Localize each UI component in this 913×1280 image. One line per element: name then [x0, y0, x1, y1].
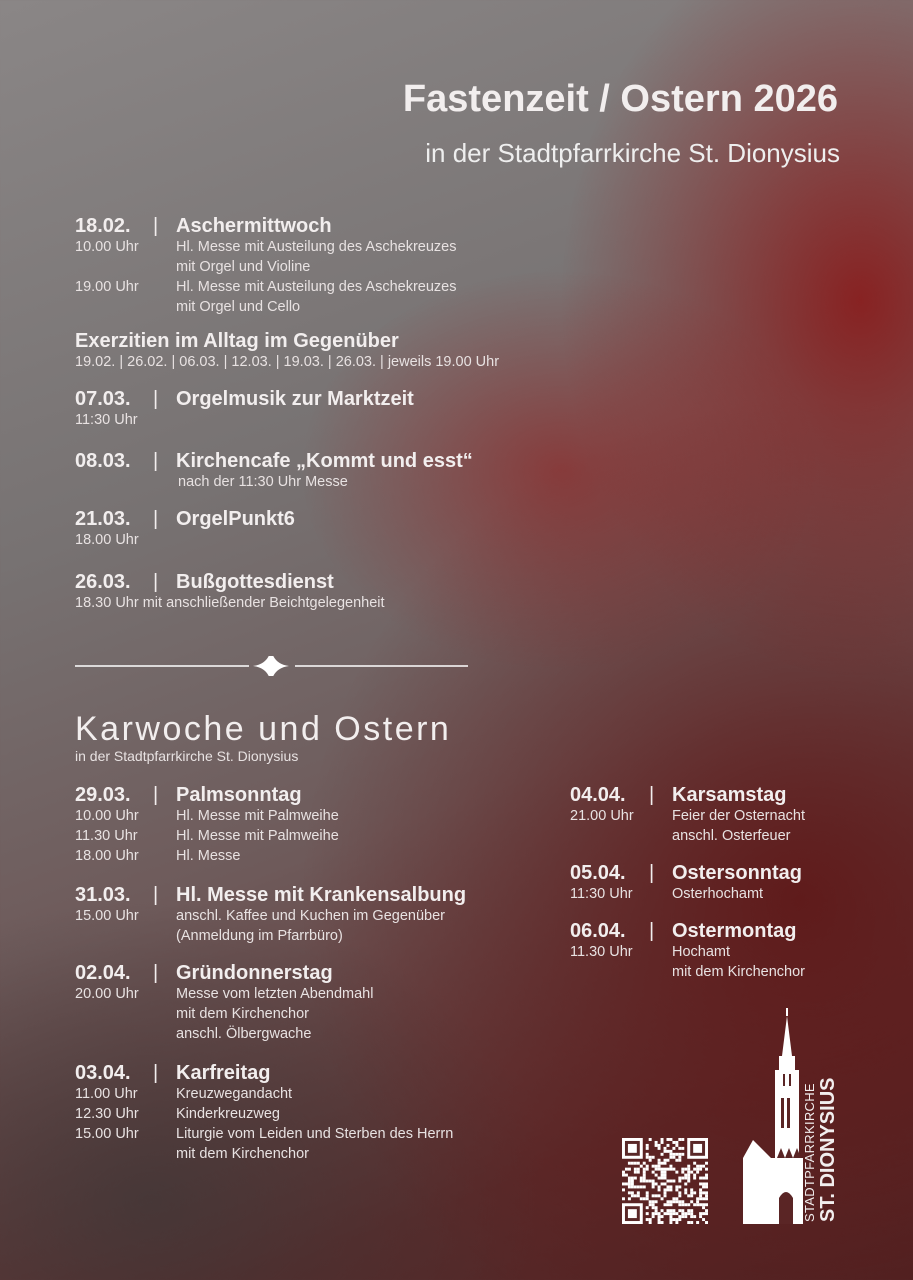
separator: | — [649, 784, 655, 806]
event-entry — [75, 962, 495, 1044]
event-description: Osterhochamt — [672, 886, 764, 902]
event-date: 21.03. — [75, 508, 131, 530]
event-title: Kirchencafe „Kommt und esst“ — [176, 450, 473, 472]
event-entry — [75, 571, 495, 613]
event-header — [75, 388, 495, 410]
event-description: Hl. Messe mit Palmweihe — [176, 828, 339, 844]
separator: | — [153, 784, 159, 806]
event-time: 10.00 Uhr — [75, 239, 139, 255]
event-time: 18.00 Uhr — [75, 532, 139, 548]
event-date: 08.03. — [75, 450, 131, 472]
event-description: Liturgie vom Leiden und Sterben des Herrn — [176, 1126, 454, 1142]
event-description: anschl. Ölbergwache — [176, 1026, 312, 1042]
event-title: Palmsonntag — [176, 784, 302, 806]
event-detail-line — [75, 984, 495, 1004]
event-entry — [75, 388, 495, 430]
event-detail-line — [75, 1084, 495, 1104]
separator: | — [153, 508, 159, 530]
event-title: Gründonnerstag — [176, 962, 333, 984]
event-detail-line — [570, 942, 913, 962]
logo-line-1: STADTPFARRKIRCHE — [802, 1083, 817, 1222]
event-detail-line — [75, 472, 495, 492]
event-detail-line — [75, 1124, 495, 1144]
event-description: mit dem Kirchenchor — [176, 1146, 309, 1162]
event-description: mit Orgel und Cello — [176, 299, 301, 315]
event-description: Messe vom letzten Abendmahl — [176, 986, 374, 1002]
event-header — [75, 884, 495, 906]
event-time: 19.00 Uhr — [75, 279, 139, 295]
church-logo-text — [803, 1078, 839, 1222]
event-detail-line — [570, 826, 913, 846]
event-detail-line — [75, 806, 495, 826]
event-header — [570, 920, 913, 942]
event-header — [75, 450, 495, 472]
separator: | — [649, 920, 655, 942]
event-detail-line — [75, 846, 495, 866]
event-date: 26.03. — [75, 571, 131, 593]
event-entry — [570, 920, 913, 982]
event-description: (Anmeldung im Pfarrbüro) — [176, 928, 343, 944]
event-description: anschl. Osterfeuer — [672, 828, 791, 844]
star-icon — [253, 656, 289, 676]
event-title: Orgelmusik zur Marktzeit — [176, 388, 414, 410]
event-time: 11.30 Uhr — [570, 944, 633, 960]
event-title: Bußgottesdienst — [176, 571, 334, 593]
event-header — [75, 1062, 495, 1084]
event-detail-line — [570, 962, 913, 982]
event-time: 12.30 Uhr — [75, 1106, 139, 1122]
event-description: Feier der Osternacht — [672, 808, 805, 824]
event-description: mit Orgel und Violine — [176, 259, 311, 275]
separator: | — [153, 388, 159, 410]
event-header — [75, 571, 495, 593]
event-description: Hl. Messe mit Austeilung des Aschekreuzes — [176, 279, 457, 295]
event-time: 11.30 Uhr — [75, 828, 138, 844]
event-header — [75, 215, 495, 237]
event-date: 07.03. — [75, 388, 131, 410]
event-detail-line — [75, 1004, 495, 1024]
event-date: 29.03. — [75, 784, 131, 806]
event-description: Hochamt — [672, 944, 731, 960]
event-detail-line — [75, 530, 495, 550]
event-entry — [75, 784, 495, 866]
event-header — [75, 508, 495, 530]
event-description: Kinderkreuzweg — [176, 1106, 280, 1122]
event-time: 11:30 Uhr — [75, 412, 138, 428]
event-time: 15.00 Uhr — [75, 908, 139, 924]
event-detail-line — [75, 1104, 495, 1124]
event-title: Ostermontag — [672, 920, 797, 942]
event-date: 04.04. — [570, 784, 626, 806]
star-divider — [75, 656, 468, 676]
event-title: Karfreitag — [176, 1062, 271, 1084]
event-entry — [75, 450, 495, 492]
event-time: 11:30 Uhr — [570, 886, 633, 902]
church-tower-logo-icon — [743, 1008, 803, 1224]
event-detail-line — [75, 410, 495, 430]
event-entry — [570, 784, 913, 846]
separator: | — [153, 884, 159, 906]
event-time: 20.00 Uhr — [75, 986, 139, 1002]
event-detail-line — [75, 593, 495, 613]
event-time: 18.30 Uhr mit anschließender Beichtgelegenheit — [75, 595, 385, 611]
event-time: 21.00 Uhr — [570, 808, 634, 824]
karwoche-subtitle: in der Stadtpfarrkirche St. Dionysius — [75, 748, 299, 764]
event-description: anschl. Kaffee und Kuchen im Gegenüber — [176, 908, 445, 924]
event-date: 03.04. — [75, 1062, 131, 1084]
event-time: 18.00 Uhr — [75, 848, 139, 864]
event-description: mit dem Kirchenchor — [672, 964, 805, 980]
event-detail-line — [570, 806, 913, 826]
event-detail-line — [75, 257, 495, 277]
event-time: 19.02. | 26.02. | 06.03. | 12.03. | 19.03. | 26.03. | jeweils 19.00 Uhr — [75, 354, 500, 370]
event-date: 05.04. — [570, 862, 626, 884]
event-description: mit dem Kirchenchor — [176, 1006, 309, 1022]
event-date: 31.03. — [75, 884, 131, 906]
event-description: Hl. Messe mit Palmweihe — [176, 808, 339, 824]
poster-title: Fastenzeit / Ostern 2026 — [402, 78, 838, 120]
event-header — [570, 784, 913, 806]
event-time: 10.00 Uhr — [75, 808, 139, 824]
event-detail-line — [75, 1144, 495, 1164]
event-header — [75, 962, 495, 984]
event-entry — [570, 862, 913, 904]
separator: | — [153, 450, 159, 472]
event-title: Ostersonntag — [672, 862, 803, 884]
separator: | — [153, 962, 159, 984]
event-description: nach der 11:30 Uhr Messe — [178, 474, 348, 490]
event-entry — [75, 215, 495, 317]
logo-line-2: ST. DIONYSIUS — [817, 1077, 839, 1222]
event-header — [570, 862, 913, 884]
event-detail-line — [75, 826, 495, 846]
event-date: 18.02. — [75, 215, 131, 237]
separator: | — [153, 215, 159, 237]
event-header — [75, 330, 495, 352]
event-detail-line — [75, 352, 500, 372]
separator: | — [153, 571, 159, 593]
event-description: Kreuzwegandacht — [176, 1086, 293, 1102]
event-time: 11.00 Uhr — [75, 1086, 138, 1102]
event-title: Exerzitien im Alltag im Gegenüber — [75, 330, 399, 352]
event-detail-line — [75, 926, 495, 946]
event-time: 15.00 Uhr — [75, 1126, 139, 1142]
event-date: 06.04. — [570, 920, 626, 942]
event-header — [75, 784, 495, 806]
event-title: Aschermittwoch — [176, 215, 332, 237]
event-title: Karsamstag — [672, 784, 787, 806]
qr-code[interactable] — [622, 1138, 708, 1224]
event-entry — [75, 884, 495, 946]
event-title: OrgelPunkt6 — [176, 508, 295, 530]
event-entry — [75, 508, 495, 550]
event-detail-line — [75, 906, 495, 926]
event-title: Hl. Messe mit Krankensalbung — [176, 884, 467, 906]
event-detail-line — [570, 884, 913, 904]
event-detail-line — [75, 237, 495, 257]
separator: | — [153, 1062, 159, 1084]
event-description: Hl. Messe — [176, 848, 241, 864]
event-detail-line — [75, 1024, 495, 1044]
karwoche-title: Karwoche und Ostern — [75, 710, 452, 748]
event-entry — [75, 330, 500, 372]
event-description: Hl. Messe mit Austeilung des Aschekreuzes — [176, 239, 457, 255]
event-entry — [75, 1062, 495, 1164]
event-detail-line — [75, 297, 495, 317]
separator: | — [649, 862, 655, 884]
event-date: 02.04. — [75, 962, 131, 984]
event-detail-line — [75, 277, 495, 297]
poster-subtitle: in der Stadtpfarrkirche St. Dionysius — [425, 138, 840, 168]
